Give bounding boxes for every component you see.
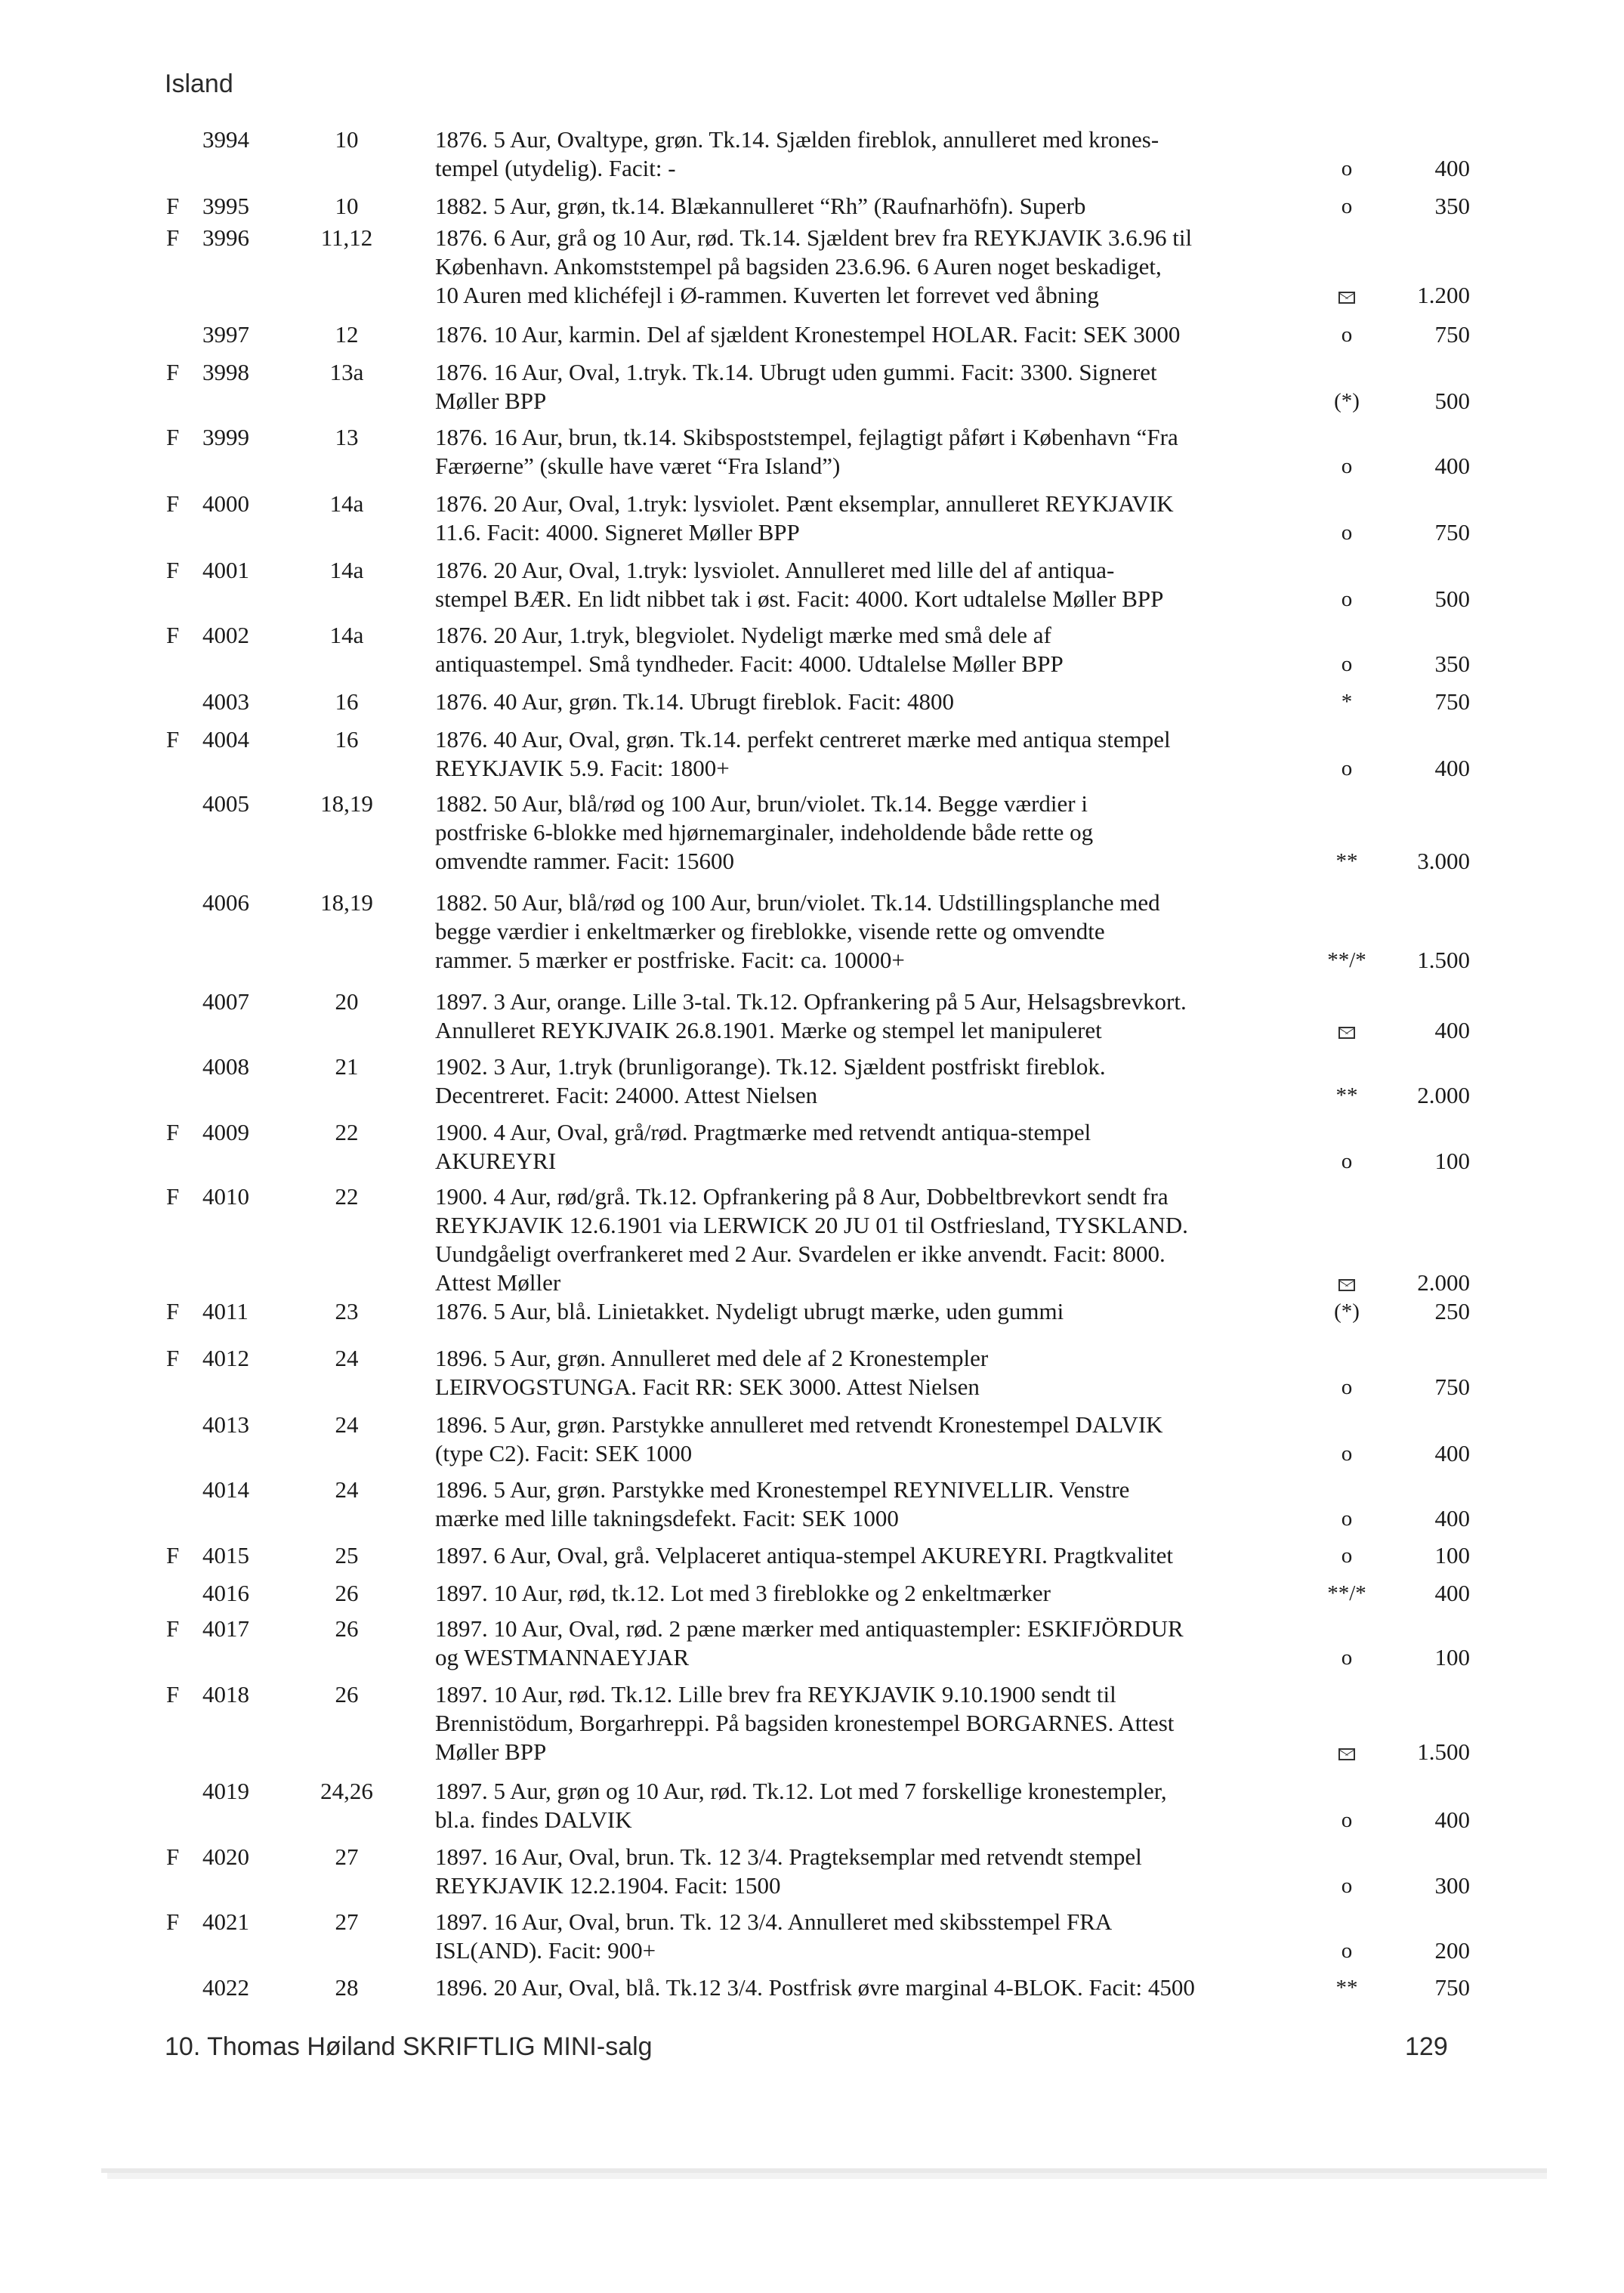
- lot-price: 750: [1434, 688, 1470, 715]
- lot-description: [435, 1411, 1311, 1468]
- description-line: 1896. 5 Aur, grøn. Parstykke annulleret med retvendt Kronestempel DALVIK: [435, 1411, 1163, 1438]
- outer-margin-right: [1547, 0, 1624, 2293]
- catalogue-number: 23: [335, 1298, 359, 1324]
- lot-flag: F: [166, 1843, 180, 1870]
- lot-flag: F: [166, 1908, 180, 1935]
- lot-number: 4020: [202, 1843, 249, 1870]
- lot-number: 4021: [202, 1908, 249, 1935]
- lot-flag: F: [166, 622, 180, 648]
- description-line: REYKJAVIK 12.2.1904. Facit: 1500: [435, 1872, 781, 1899]
- condition-code: o: [1341, 521, 1353, 545]
- lot-price: 100: [1434, 1542, 1470, 1568]
- lot-description: [435, 1843, 1311, 1900]
- description-line: postfriske 6-blokke med hjørnemarginaler, indeholdende både rette og: [435, 819, 1094, 845]
- condition-code: o: [1341, 1939, 1353, 1963]
- lot-flag: F: [166, 1345, 180, 1371]
- description-line: 1897. 16 Aur, Oval, brun. Tk. 12 3/4. Pragteksemplar med retvendt stempel: [435, 1843, 1142, 1870]
- description-line: 1876. 5 Aur, blå. Linietakket. Nydeligt ubrugt mærke, uden gummi: [435, 1298, 1064, 1324]
- lot-number: 4014: [202, 1476, 249, 1503]
- lot-description: [435, 888, 1311, 975]
- description-line: 1897. 6 Aur, Oval, grå. Velplaceret antiqua-stempel AKUREYRI. Pragtkvalitet: [435, 1542, 1174, 1568]
- lot-price: 400: [1434, 1017, 1470, 1043]
- lot-flag: F: [166, 1615, 180, 1642]
- lot-price: 3.000: [1417, 848, 1470, 874]
- description-line: REYKJAVIK 5.9. Facit: 1800+: [435, 755, 730, 781]
- lot-price: 350: [1434, 651, 1470, 677]
- catalogue-number: 26: [335, 1615, 359, 1642]
- description-line: 1882. 50 Aur, blå/rød og 100 Aur, brun/violet. Tk.14. Udstillingsplanche med: [435, 889, 1160, 916]
- description-line: Møller BPP: [435, 1738, 547, 1765]
- lot-number: 4007: [202, 988, 249, 1015]
- running-head: Island: [165, 70, 233, 98]
- lot-description: [435, 490, 1311, 547]
- description-line: og WESTMANNAEYJAR: [435, 1644, 690, 1670]
- envelope-icon: [1338, 1279, 1355, 1291]
- description-line: København. Ankomststempel på bagsiden 23.6.96. 6 Auren noget beskadiget,: [435, 253, 1162, 280]
- description-line: 1900. 4 Aur, Oval, grå/rød. Pragtmærke med retvendt antiqua-stempel: [435, 1119, 1091, 1145]
- catalogue-number: 10: [335, 193, 359, 219]
- condition-code: o: [1341, 454, 1353, 478]
- lot-number: 3997: [202, 321, 249, 348]
- catalogue-number: 22: [335, 1119, 359, 1145]
- catalogue-number: 26: [335, 1580, 359, 1606]
- description-line: 1897. 16 Aur, Oval, brun. Tk. 12 3/4. Annulleret med skibsstempel FRA: [435, 1908, 1113, 1935]
- condition-code: *: [1341, 690, 1353, 714]
- lot-description: [435, 621, 1311, 678]
- cover-icon: [1305, 1269, 1388, 1297]
- lot-number: 4004: [202, 726, 249, 752]
- lot-price: 1.200: [1417, 282, 1470, 308]
- description-line: Attest Møller: [435, 1269, 561, 1296]
- lot-price: 2.000: [1417, 1269, 1470, 1296]
- description-line: ISL(AND). Facit: 900+: [435, 1937, 656, 1964]
- lot-description: [435, 1973, 1311, 2002]
- lot-flag: F: [166, 1681, 180, 1707]
- catalogue-number: 14a: [329, 622, 364, 648]
- catalogue-number: 27: [335, 1843, 359, 1870]
- lot-number: 4005: [202, 790, 249, 817]
- lot-description: [435, 1541, 1311, 1570]
- description-line: antiquastempel. Små tyndheder. Facit: 4000. Udtalelse Møller BPP: [435, 651, 1064, 677]
- lot-price: 250: [1434, 1298, 1470, 1324]
- condition-code: **/*: [1327, 1581, 1366, 1605]
- description-line: 1896. 5 Aur, grøn. Parstykke med Kronestempel REYNIVELLIR. Venstre: [435, 1476, 1130, 1503]
- outer-margin-left: [0, 0, 97, 2293]
- catalogue-number: 27: [335, 1908, 359, 1935]
- condition-code: o: [1341, 1808, 1353, 1832]
- lot-description: [435, 320, 1311, 349]
- lot-price: 750: [1434, 1974, 1470, 2001]
- description-line: 1876. 20 Aur, Oval, 1.tryk: lysviolet. Pænt eksemplar, annulleret REYKJAVIK: [435, 490, 1174, 517]
- lot-flag: F: [166, 557, 180, 583]
- lot-number: 4002: [202, 622, 249, 648]
- description-line: LEIRVOGSTUNGA. Facit RR: SEK 3000. Attest Nielsen: [435, 1374, 980, 1400]
- description-line: 1876. 40 Aur, Oval, grøn. Tk.14. perfekt centreret mærke med antiqua stempel: [435, 726, 1171, 752]
- description-line: Brennistödum, Borgarhreppi. På bagsiden kronestempel BORGARNES. Attest: [435, 1710, 1175, 1736]
- lot-price: 400: [1434, 1806, 1470, 1833]
- lot-description: [435, 1680, 1311, 1766]
- lot-description: [435, 1908, 1311, 1965]
- cover-icon: [1305, 1738, 1388, 1766]
- description-line: 1876. 16 Aur, Oval, 1.tryk. Tk.14. Ubrugt uden gummi. Facit: 3300. Signeret: [435, 359, 1157, 385]
- catalogue-number: 25: [335, 1542, 359, 1568]
- lot-description: [435, 1476, 1311, 1533]
- lot-number: 4022: [202, 1974, 249, 2001]
- lot-description: [435, 790, 1311, 876]
- catalogue-number: 12: [335, 321, 359, 348]
- lot-price: 300: [1434, 1872, 1470, 1899]
- description-line: begge værdier i enkeltmærker og fireblokke, visende rette og omvendte: [435, 918, 1105, 944]
- catalogue-number: 28: [335, 1974, 359, 2001]
- lot-number: 4019: [202, 1778, 249, 1804]
- lot-description: [435, 1344, 1311, 1401]
- condition-code: **: [1335, 849, 1358, 873]
- lot-number: 3995: [202, 193, 249, 219]
- lot-number: 4000: [202, 490, 249, 517]
- description-line: 11.6. Facit: 4000. Signeret Møller BPP: [435, 519, 800, 545]
- lot-price: 500: [1434, 586, 1470, 612]
- description-line: Uundgåeligt overfrankeret med 2 Aur. Svardelen er ikke anvendt. Facit: 8000.: [435, 1241, 1166, 1267]
- lot-flag: F: [166, 193, 180, 219]
- description-line: AKUREYRI: [435, 1148, 557, 1174]
- description-line: 1876. 16 Aur, brun, tk.14. Skibspoststempel, fejlagtigt påført i København “Fra: [435, 424, 1178, 450]
- lot-number: 4013: [202, 1411, 249, 1438]
- description-line: Annulleret REYKJVAIK 26.8.1901. Mærke og stempel let manipuleret: [435, 1017, 1102, 1043]
- lot-number: 4001: [202, 557, 249, 583]
- lot-number: 3998: [202, 359, 249, 385]
- lot-description: [435, 1297, 1311, 1326]
- lot-flag: F: [166, 490, 180, 517]
- lot-description: [435, 125, 1311, 183]
- lot-price: 750: [1434, 519, 1470, 545]
- catalogue-number: 24,26: [320, 1778, 373, 1804]
- catalogue-number: 26: [335, 1681, 359, 1707]
- condition-code: o: [1341, 652, 1353, 676]
- lot-description: [435, 1182, 1311, 1297]
- description-line: bl.a. findes DALVIK: [435, 1806, 632, 1833]
- lot-price: 100: [1434, 1644, 1470, 1670]
- condition-code: **: [1335, 1083, 1358, 1108]
- lot-number: 4016: [202, 1580, 249, 1606]
- catalogue-number: 11,12: [320, 224, 373, 251]
- lot-number: 4011: [202, 1298, 249, 1324]
- condition-code: (*): [1334, 389, 1360, 413]
- lot-number: 4018: [202, 1681, 249, 1707]
- lot-description: [435, 556, 1311, 613]
- description-line: 1876. 6 Aur, grå og 10 Aur, rød. Tk.14. Sjældent brev fra REYKJAVIK 3.6.96 til: [435, 224, 1193, 251]
- lot-price: 350: [1434, 193, 1470, 219]
- description-line: REYKJAVIK 12.6.1901 via LERWICK 20 JU 01 til Ostfriesland, TYSKLAND.: [435, 1212, 1188, 1238]
- lot-price: 200: [1434, 1937, 1470, 1964]
- lot-number: 4010: [202, 1183, 249, 1210]
- condition-code: o: [1341, 1646, 1353, 1670]
- catalogue-number: 16: [335, 688, 359, 715]
- lot-price: 400: [1434, 755, 1470, 781]
- description-line: omvendte rammer. Facit: 15600: [435, 848, 735, 874]
- lot-flag: F: [166, 224, 180, 251]
- catalogue-number: 13: [335, 424, 359, 450]
- condition-code: (*): [1334, 1299, 1360, 1324]
- condition-code: o: [1341, 756, 1353, 780]
- lot-price: 400: [1434, 155, 1470, 181]
- condition-code: o: [1341, 1149, 1353, 1173]
- catalogue-number: 14a: [329, 557, 364, 583]
- lot-description: [435, 192, 1311, 221]
- catalogue-number: 10: [335, 126, 359, 153]
- lot-description: [435, 1579, 1311, 1608]
- description-line: 1896. 20 Aur, Oval, blå. Tk.12 3/4. Postfrisk øvre marginal 4-BLOK. Facit: 4500: [435, 1974, 1195, 2001]
- description-line: Færøerne” (skulle have været “Fra Island”): [435, 453, 841, 479]
- condition-code: o: [1341, 194, 1353, 218]
- catalogue-number: 13a: [329, 359, 364, 385]
- lot-description: [435, 224, 1311, 310]
- description-line: 1882. 5 Aur, grøn, tk.14. Blækannulleret “Rh” (Raufnarhöfn). Superb: [435, 193, 1086, 219]
- catalogue-number: 24: [335, 1345, 359, 1371]
- lot-description: [435, 688, 1311, 716]
- catalogue-number: 18,19: [320, 790, 373, 817]
- description-line: (type C2). Facit: SEK 1000: [435, 1440, 693, 1466]
- envelope-icon: [1338, 292, 1355, 304]
- description-line: rammer. 5 mærker er postfriske. Facit: ca. 10000+: [435, 947, 905, 973]
- description-line: 1876. 10 Aur, karmin. Del af sjældent Kronestempel HOLAR. Facit: SEK 3000: [435, 321, 1181, 348]
- cover-icon: [1305, 1016, 1388, 1045]
- description-line: 1897. 5 Aur, grøn og 10 Aur, rød. Tk.12. Lot med 7 forskellige kronestempler,: [435, 1778, 1167, 1804]
- description-line: 1897. 3 Aur, orange. Lille 3-tal. Tk.12. Opfrankering på 5 Aur, Helsagsbrevkort.: [435, 988, 1187, 1015]
- page-number: 129: [1405, 2032, 1448, 2061]
- lot-number: 4008: [202, 1053, 249, 1080]
- lot-description: [435, 1118, 1311, 1176]
- description-line: 1900. 4 Aur, rød/grå. Tk.12. Opfrankering på 8 Aur, Dobbeltbrevkort sendt fra: [435, 1183, 1169, 1210]
- lot-price: 500: [1434, 388, 1470, 414]
- lot-description: [435, 1052, 1311, 1110]
- description-line: Møller BPP: [435, 388, 547, 414]
- catalogue-number: 14a: [329, 490, 364, 517]
- cover-icon: [1305, 281, 1388, 310]
- footer-catalogue-title: 10. Thomas Høiland SKRIFTLIG MINI-salg: [165, 2032, 653, 2061]
- condition-code: o: [1341, 1442, 1353, 1466]
- lot-price: 1.500: [1417, 1738, 1470, 1765]
- lot-number: 4012: [202, 1345, 249, 1371]
- condition-code: o: [1341, 1874, 1353, 1898]
- lot-price: 100: [1434, 1148, 1470, 1174]
- description-line: 1876. 20 Aur, 1.tryk, blegviolet. Nydeligt mærke med små dele af: [435, 622, 1051, 648]
- condition-code: o: [1341, 1375, 1353, 1399]
- lot-price: 400: [1434, 453, 1470, 479]
- lot-description: [435, 987, 1311, 1045]
- description-line: Decentreret. Facit: 24000. Attest Nielsen: [435, 1082, 818, 1108]
- condition-code: o: [1341, 323, 1353, 347]
- description-line: stempel BÆR. En lidt nibbet tak i øst. Facit: 4000. Kort udtalelse Møller BPP: [435, 586, 1164, 612]
- lot-price: 400: [1434, 1440, 1470, 1466]
- description-line: 1882. 50 Aur, blå/rød og 100 Aur, brun/violet. Tk.14. Begge værdier i: [435, 790, 1088, 817]
- description-line: 1902. 3 Aur, 1.tryk (brunligorange). Tk.12. Sjældent postfriskt fireblok.: [435, 1053, 1106, 1080]
- lot-price: 400: [1434, 1580, 1470, 1606]
- condition-code: o: [1341, 1544, 1353, 1568]
- condition-code: o: [1341, 587, 1353, 611]
- lot-number: 3996: [202, 224, 249, 251]
- lot-number: 4003: [202, 688, 249, 715]
- lot-description: [435, 423, 1311, 481]
- lot-number: 3999: [202, 424, 249, 450]
- catalogue-number: 24: [335, 1411, 359, 1438]
- catalogue-number: 20: [335, 988, 359, 1015]
- lot-price: 400: [1434, 1505, 1470, 1531]
- lot-flag: F: [166, 424, 180, 450]
- lot-description: [435, 358, 1311, 416]
- lot-flag: F: [166, 726, 180, 752]
- lot-description: [435, 1777, 1311, 1834]
- description-line: 1897. 10 Aur, Oval, rød. 2 pæne mærker med antiquastempler: ESKIFJÖRDUR: [435, 1615, 1184, 1642]
- lot-flag: F: [166, 359, 180, 385]
- description-line: 1876. 20 Aur, Oval, 1.tryk: lysviolet. Annulleret med lille del af antiqua-: [435, 557, 1115, 583]
- lot-flag: F: [166, 1119, 180, 1145]
- lot-number: 3994: [202, 126, 249, 153]
- lot-number: 4006: [202, 889, 249, 916]
- description-line: 1897. 10 Aur, rød, tk.12. Lot med 3 fireblokke og 2 enkeltmærker: [435, 1580, 1051, 1606]
- lot-price: 750: [1434, 321, 1470, 348]
- lot-flag: F: [166, 1298, 180, 1324]
- lot-flag: F: [166, 1183, 180, 1210]
- description-line: 1896. 5 Aur, grøn. Annulleret med dele af 2 Kronestempler: [435, 1345, 989, 1371]
- lot-number: 4017: [202, 1615, 249, 1642]
- catalogue-number: 21: [335, 1053, 359, 1080]
- lot-price: 750: [1434, 1374, 1470, 1400]
- lot-description: [435, 725, 1311, 783]
- description-line: mærke med lille takningsdefekt. Facit: SEK 1000: [435, 1505, 899, 1531]
- envelope-icon: [1338, 1748, 1355, 1760]
- catalogue-number: 18,19: [320, 889, 373, 916]
- condition-code: **/*: [1327, 948, 1366, 972]
- description-line: 10 Auren med klichéfejl i Ø-rammen. Kuverten let forrevet ved åbning: [435, 282, 1099, 308]
- condition-code: **: [1335, 1976, 1358, 2000]
- catalogue-number: 22: [335, 1183, 359, 1210]
- condition-code: o: [1341, 1507, 1353, 1531]
- condition-code: o: [1341, 156, 1353, 181]
- description-line: tempel (utydelig). Facit: -: [435, 155, 676, 181]
- lot-flag: F: [166, 1542, 180, 1568]
- lot-description: [435, 1615, 1311, 1672]
- description-line: 1876. 40 Aur, grøn. Tk.14. Ubrugt fireblok. Facit: 4800: [435, 688, 955, 715]
- lot-price: 2.000: [1417, 1082, 1470, 1108]
- lot-number: 4009: [202, 1119, 249, 1145]
- envelope-icon: [1338, 1027, 1355, 1039]
- lot-number: 4015: [202, 1542, 249, 1568]
- catalogue-number: 24: [335, 1476, 359, 1503]
- catalogue-number: 16: [335, 726, 359, 752]
- description-line: 1876. 5 Aur, Ovaltype, grøn. Tk.14. Sjælden fireblok, annulleret med krones-: [435, 126, 1159, 153]
- description-line: 1897. 10 Aur, rød. Tk.12. Lille brev fra REYKJAVIK 9.10.1900 sendt til: [435, 1681, 1116, 1707]
- lot-price: 1.500: [1417, 947, 1470, 973]
